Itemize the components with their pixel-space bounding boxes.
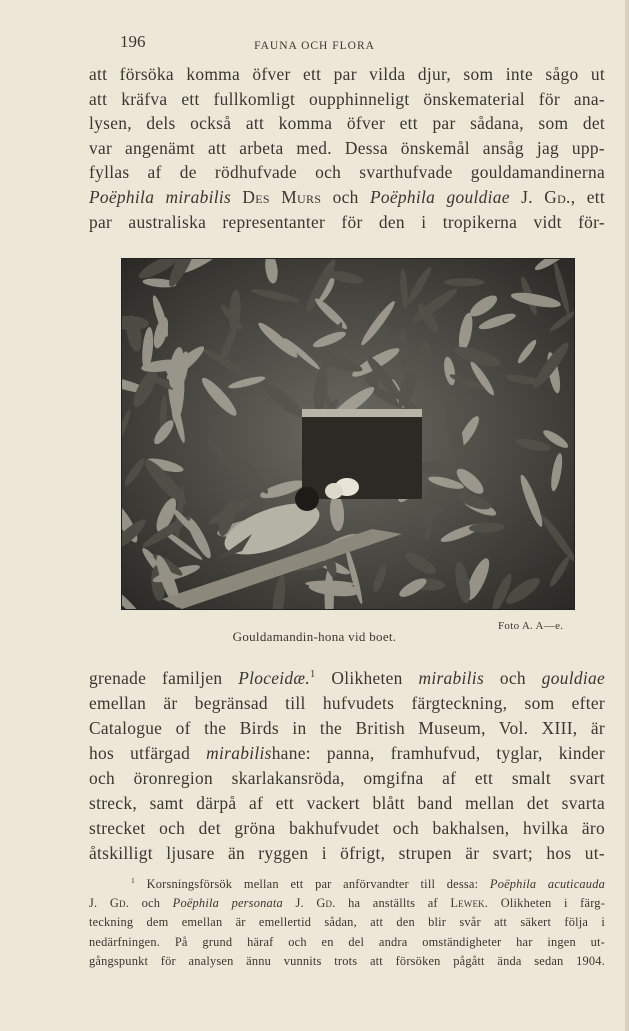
text-run: hos utfärgad: [89, 743, 207, 763]
text-run: streck, samt därpå af ett vackert blått band mellan det svarta: [89, 793, 605, 813]
photo-image: [122, 259, 574, 609]
text-run: att kräfva ett fullkomligt oupphinneligt önskematerial för ana-: [89, 88, 605, 109]
text-line: [89, 668, 605, 689]
text-line: [89, 187, 605, 208]
text-run: J.: [509, 187, 545, 207]
text-run: lysen, dels också att komma öfver ett par sådana, som det: [89, 113, 605, 134]
text-line: [89, 212, 605, 233]
text-run: och: [129, 896, 173, 911]
text-line: [89, 954, 605, 969]
text-run: grenade familjen: [89, 668, 239, 688]
text-line: [89, 162, 605, 183]
text-run: , ett: [570, 187, 606, 207]
text-line: [89, 818, 605, 839]
text-run: teckning dem emellan är emellertid sådan, att den blir svår att säkert följa i: [89, 915, 605, 930]
text-run: nedärfningen. På grund häraf och en del andra omständigheter har ingen ut-: [89, 934, 605, 949]
text-run: J.: [282, 896, 317, 911]
text-run: par australiska representanter för den i tropikerna vidt för-: [89, 211, 605, 232]
page-number: 196: [120, 32, 146, 51]
text-run: Poëphila gouldiae: [369, 187, 510, 207]
text-run: Lewek.: [450, 896, 489, 911]
text-line: [89, 843, 605, 864]
text-line: [89, 915, 605, 930]
text-run: J.: [89, 896, 110, 911]
text-run: gångspunkt för analysen ännu vunnits trots att försöken pågått ända sedan 1904.: [89, 953, 605, 968]
text-run: och: [484, 668, 542, 688]
egg: [325, 483, 343, 499]
text-run: Catalogue of the Birds in the British Museum, Vol. XIII, är: [89, 718, 605, 738]
text-line: [89, 693, 605, 714]
leaf: [444, 278, 485, 286]
text-run: hane: panna, framhufvud, tyglar, kinder: [271, 743, 605, 763]
text-run: [231, 187, 242, 207]
text-run: Korsningsförsök mellan ett par anförvandter till dessa:: [134, 877, 490, 891]
text-line: [131, 877, 605, 892]
text-run: fyllas af de rödhufvade och svarthufvade gouldamandinerna: [89, 162, 605, 183]
text-run: Poëphila acuticauda: [489, 877, 605, 891]
text-run: strecket och det gröna bakhufvudet och bakhalsen, hvilka äro: [89, 818, 605, 838]
page-edge: [625, 0, 629, 1031]
text-run: ha anställts af: [335, 896, 451, 911]
text-run: Olikheten: [315, 668, 419, 688]
text-run: Poëphila mirabilis: [89, 187, 232, 207]
text-line: [89, 896, 605, 911]
text-run: Gd.: [544, 187, 571, 207]
text-run: emellan är begränsad till hufvudets färgteckning, som efter: [89, 693, 605, 713]
footnote-marker: 1: [131, 875, 135, 885]
footnote-marker: 1: [309, 669, 316, 681]
text-line: [89, 768, 605, 789]
text-run: att försöka komma öfver ett par vilda djur, som inte sågo ut: [89, 64, 605, 84]
text-run: var angenämt att arbeta med. Dessa önskemål ansåg jag upp-: [89, 137, 605, 158]
photo-credit: Foto A. A—e.: [498, 620, 564, 632]
text-run: åtskilligt ljusare än ryggen i öfrigt, strupen är svart; hos ut-: [89, 843, 605, 863]
text-line: [89, 64, 605, 85]
text-line: [89, 113, 605, 134]
nest-box: [302, 409, 422, 499]
text-line: [89, 89, 605, 110]
text-line: [89, 793, 605, 814]
text-run: Gd.: [109, 896, 130, 911]
running-title: FAUNA OCH FLORA: [254, 40, 375, 52]
figure-caption: Gouldamandin-hona vid boet.: [232, 629, 397, 644]
text-run: Poëphila personata: [172, 896, 283, 911]
text-run: Gd.: [316, 896, 336, 911]
text-run: Des Murs: [242, 187, 322, 207]
text-line: [89, 743, 605, 764]
text-line: [89, 138, 605, 159]
text-run: mirabilis: [418, 668, 485, 688]
text-run: mirabilis: [206, 743, 272, 763]
text-run: Olikheten i färg-: [488, 896, 606, 911]
text-line: [89, 718, 605, 739]
text-run: Ploceidæ.: [238, 668, 310, 688]
photo-finch-at-nest: [121, 258, 575, 610]
text-line: [89, 935, 605, 950]
text-run: gouldiae: [541, 668, 606, 688]
text-run: och öronregion skarlakansröda, omgifna af ett smalt svart: [89, 768, 605, 788]
text-run: och: [321, 187, 370, 207]
